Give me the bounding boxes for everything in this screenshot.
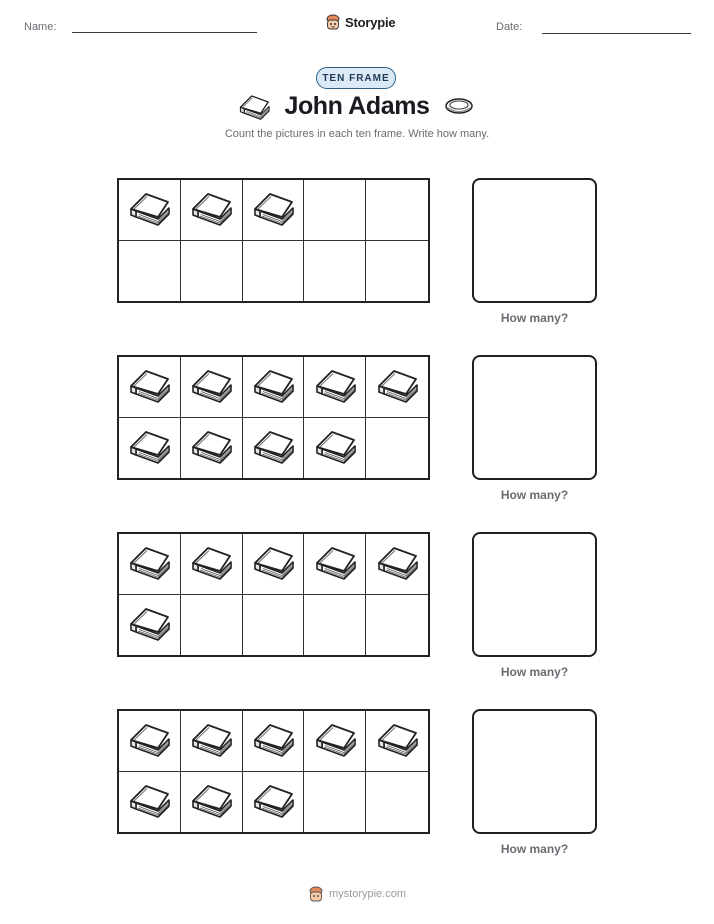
ten-frame-cell bbox=[181, 180, 243, 241]
ten-frame-cell bbox=[243, 418, 305, 479]
name-label: Name: bbox=[24, 21, 57, 33]
instructions: Count the pictures in each ten frame. Write how many. bbox=[224, 128, 490, 140]
book-icon bbox=[189, 782, 233, 822]
ten-frame-cell bbox=[304, 180, 366, 241]
book-icon bbox=[313, 367, 357, 407]
ten-frame-cell bbox=[366, 180, 428, 241]
book-icon bbox=[313, 428, 357, 468]
ten-frame-cell bbox=[366, 711, 428, 772]
book-icon bbox=[251, 544, 295, 584]
book-icon bbox=[127, 544, 171, 584]
book-icon bbox=[127, 605, 171, 645]
ten-frame-cell bbox=[243, 534, 305, 595]
ten-frame-cell bbox=[304, 534, 366, 595]
ten-frame-cell bbox=[181, 241, 243, 302]
ten-frame-cell bbox=[366, 595, 428, 656]
how-many-label: How many? bbox=[500, 842, 569, 856]
book-icon bbox=[189, 190, 233, 230]
ten-frame-cell bbox=[304, 418, 366, 479]
ten-frame-cell bbox=[119, 595, 181, 656]
ten-frame bbox=[117, 532, 430, 657]
ten-frame bbox=[117, 355, 430, 480]
ten-frame-cell bbox=[119, 418, 181, 479]
ten-frame-cell bbox=[181, 595, 243, 656]
footer-url: mystorypie.com bbox=[328, 888, 407, 900]
ten-frame-cell bbox=[119, 711, 181, 772]
ten-frame-cell bbox=[304, 357, 366, 418]
ten-frame-cell bbox=[243, 180, 305, 241]
book-icon bbox=[375, 721, 419, 761]
answer-box[interactable] bbox=[472, 709, 597, 834]
how-many-label: How many? bbox=[500, 488, 569, 502]
ten-frame-cell bbox=[119, 241, 181, 302]
ring-icon bbox=[444, 96, 474, 116]
ten-frame-cell bbox=[181, 711, 243, 772]
date-line[interactable] bbox=[542, 33, 691, 34]
worksheet-type-badge: TEN FRAME bbox=[316, 67, 396, 89]
name-line[interactable] bbox=[72, 32, 257, 33]
book-icon bbox=[251, 782, 295, 822]
ten-frame-cell bbox=[181, 772, 243, 833]
ten-frame-cell bbox=[304, 595, 366, 656]
ten-frame-cell bbox=[366, 772, 428, 833]
how-many-label: How many? bbox=[500, 665, 569, 679]
book-icon bbox=[189, 544, 233, 584]
pie-mascot-icon bbox=[308, 885, 324, 903]
pie-mascot-icon bbox=[325, 13, 341, 31]
book-icon bbox=[127, 428, 171, 468]
book-icon bbox=[313, 721, 357, 761]
book-icon bbox=[313, 544, 357, 584]
ten-frame-cell bbox=[243, 241, 305, 302]
book-icon bbox=[251, 428, 295, 468]
ten-frame-cell bbox=[366, 418, 428, 479]
footer bbox=[0, 885, 714, 903]
book-icon bbox=[251, 190, 295, 230]
how-many-label: How many? bbox=[500, 311, 569, 325]
book-icon bbox=[375, 544, 419, 584]
ten-frame-cell bbox=[366, 241, 428, 302]
book-icon bbox=[375, 367, 419, 407]
ten-frame-cell bbox=[243, 711, 305, 772]
ten-frame-cell bbox=[119, 534, 181, 595]
book-icon bbox=[127, 721, 171, 761]
ten-frame-cell bbox=[304, 241, 366, 302]
ten-frame-cell bbox=[119, 357, 181, 418]
ten-frame-cell bbox=[119, 772, 181, 833]
ten-frame-cell bbox=[304, 772, 366, 833]
answer-box[interactable] bbox=[472, 355, 597, 480]
ten-frame-cell bbox=[181, 418, 243, 479]
book-icon bbox=[189, 428, 233, 468]
book-icon bbox=[251, 367, 295, 407]
book-icon bbox=[127, 782, 171, 822]
ten-frame-cell bbox=[366, 357, 428, 418]
book-icon bbox=[127, 190, 171, 230]
book-icon bbox=[189, 367, 233, 407]
ten-frame-cell bbox=[243, 595, 305, 656]
brand-logo bbox=[325, 13, 395, 31]
page-title: John Adams bbox=[284, 92, 430, 120]
ten-frame-cell bbox=[304, 711, 366, 772]
ten-frame-cell bbox=[181, 534, 243, 595]
ten-frame bbox=[117, 178, 430, 303]
ten-frame-cell bbox=[119, 180, 181, 241]
date-label: Date: bbox=[496, 21, 523, 33]
answer-box[interactable] bbox=[472, 532, 597, 657]
book-icon bbox=[189, 721, 233, 761]
ten-frame-cell bbox=[243, 357, 305, 418]
answer-box[interactable] bbox=[472, 178, 597, 303]
ten-frame-cell bbox=[366, 534, 428, 595]
book-icon bbox=[127, 367, 171, 407]
ten-frame-cell bbox=[181, 357, 243, 418]
ten-frame bbox=[117, 709, 430, 834]
brand-name: Storypie bbox=[345, 14, 396, 30]
book-icon bbox=[251, 721, 295, 761]
ten-frame-cell bbox=[243, 772, 305, 833]
